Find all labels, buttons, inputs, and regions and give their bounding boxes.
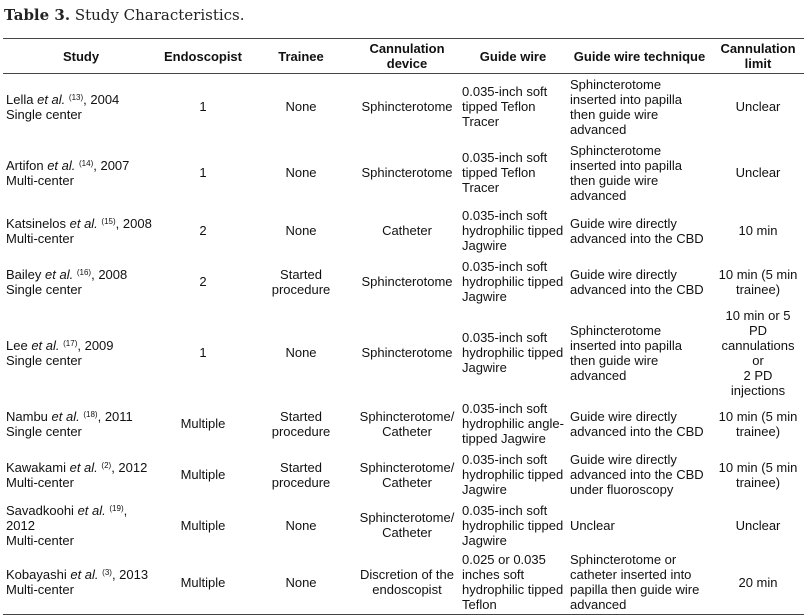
study-author: Nambu bbox=[6, 408, 48, 424]
table-title: Study Characteristics. bbox=[74, 6, 245, 24]
cell-cannulation-limit bbox=[712, 140, 804, 206]
cell-guide-wire-line: inches soft bbox=[462, 567, 525, 583]
cell-guide-wire-line: 0.035-inch soft bbox=[462, 502, 548, 518]
cell-guide-wire-technique bbox=[567, 256, 712, 308]
cell-cannulation-device bbox=[355, 450, 459, 500]
cell-cannulation-device-line: endoscopist bbox=[372, 582, 442, 598]
study-reference: (18) bbox=[83, 409, 98, 419]
cell-guide-wire-line: Tracer bbox=[462, 114, 500, 130]
study-reference: (17) bbox=[63, 338, 78, 348]
cell-guide-wire-technique-line: then guide wire bbox=[570, 172, 659, 188]
study-author: Kobayashi bbox=[6, 567, 67, 583]
cell-guide-wire bbox=[459, 450, 567, 500]
cell-cannulation-device bbox=[355, 74, 459, 140]
table-row bbox=[3, 74, 804, 140]
header-cannulation-limit-line: Cannulation bbox=[720, 41, 796, 56]
study-center: Single center bbox=[6, 352, 82, 368]
cell-trainee: None bbox=[285, 223, 317, 238]
header-cannulation-device-line: Cannulation bbox=[369, 41, 445, 56]
cell-guide-wire-technique-line: papilla then guide wire bbox=[570, 582, 700, 598]
cell-guide-wire-technique-line: inserted into papilla bbox=[570, 91, 683, 107]
cell-guide-wire bbox=[459, 140, 567, 206]
study-center: Multi-center bbox=[6, 582, 74, 598]
header-cannulation-limit-line: limit bbox=[744, 56, 772, 71]
cell-guide-wire-technique-line: inserted into papilla bbox=[570, 337, 683, 353]
cell-guide-wire-line: 0.035-inch soft bbox=[462, 208, 548, 223]
study-citation bbox=[6, 503, 156, 533]
cell-trainee: None bbox=[285, 517, 317, 533]
table-row bbox=[3, 450, 804, 500]
cell-guide-wire-line: hydrophilic tipped bbox=[462, 274, 564, 289]
study-year: , 2012 bbox=[111, 459, 148, 475]
study-reference: (19) bbox=[109, 503, 124, 513]
study-author: Lee bbox=[6, 337, 28, 353]
study-author: Bailey bbox=[6, 266, 42, 282]
study-reference: (16) bbox=[76, 267, 92, 277]
cell-endoscopist: 2 bbox=[199, 274, 207, 289]
cell-cannulation-device bbox=[355, 308, 459, 398]
cell-cannulation-limit-line: Unclear bbox=[735, 99, 781, 115]
header-row bbox=[3, 39, 804, 74]
study-year: , 2011 bbox=[97, 408, 133, 424]
cell-guide-wire bbox=[459, 256, 567, 308]
cell-study bbox=[3, 450, 159, 500]
cell-guide-wire-line: Jagwire bbox=[462, 289, 507, 304]
cell-guide-wire-line: hydrophilic angle- bbox=[462, 416, 564, 431]
cell-guide-wire-technique-line: then guide wire bbox=[570, 106, 659, 122]
cell-guide-wire-technique-line: advanced into the CBD bbox=[570, 423, 704, 439]
study-et-al: et al. bbox=[69, 459, 98, 475]
cell-cannulation-device-line: Sphincterotome bbox=[361, 165, 453, 180]
study-author: Kawakami bbox=[6, 459, 66, 475]
cell-cannulation-device-line: Discretion of the bbox=[360, 567, 454, 583]
cell-trainee: None bbox=[285, 345, 317, 360]
cell-guide-wire-line: 0.035-inch soft bbox=[462, 84, 548, 100]
study-year: , 2013 bbox=[111, 567, 149, 583]
study-center: Multi-center bbox=[6, 172, 74, 188]
study-citation bbox=[6, 338, 156, 353]
cell-cannulation-limit-line: 10 min or 5 PD bbox=[725, 307, 791, 338]
cell-endoscopist: Multiple bbox=[180, 467, 226, 482]
table-label: Table 3. bbox=[4, 6, 71, 24]
cell-guide-wire-technique-line: inserted into papilla bbox=[570, 157, 683, 173]
cell-guide-wire-line: tipped Teflon bbox=[462, 165, 536, 180]
study-year: , 2008 bbox=[115, 215, 152, 231]
header-cannulation-device-line: device bbox=[386, 56, 428, 71]
cell-endoscopist: 1 bbox=[199, 99, 207, 115]
study-et-al: et al. bbox=[47, 157, 76, 173]
cell-cannulation-device bbox=[355, 206, 459, 256]
header-trainee: Trainee bbox=[278, 48, 324, 64]
cell-guide-wire-technique-line: catheter inserted into bbox=[570, 567, 692, 583]
study-reference: (2) bbox=[101, 460, 112, 470]
cell-cannulation-device-line: Catheter bbox=[382, 474, 432, 490]
study-citation bbox=[6, 158, 156, 173]
study-et-al: et al. bbox=[70, 567, 99, 583]
cell-guide-wire-line: 0.035-inch soft bbox=[462, 150, 548, 165]
cell-cannulation-device bbox=[355, 398, 459, 450]
cell-cannulation-device bbox=[355, 256, 459, 308]
cell-guide-wire-line: Tracer bbox=[462, 180, 500, 195]
cell-guide-wire-technique-line: Sphincterotome or bbox=[570, 552, 677, 568]
cell-guide-wire-technique-line: Sphincterotome bbox=[570, 142, 662, 158]
cell-cannulation-limit bbox=[712, 74, 804, 140]
cell-guide-wire bbox=[459, 500, 567, 551]
cell-guide-wire-technique-line: advanced bbox=[570, 597, 627, 613]
cell-guide-wire-line: Jagwire bbox=[462, 360, 507, 375]
study-citation bbox=[6, 92, 156, 107]
cell-guide-wire-technique-line: advanced into the CBD bbox=[570, 230, 704, 246]
cell-guide-wire-technique-line: then guide wire bbox=[570, 352, 659, 368]
header-cannulation-device bbox=[355, 39, 459, 74]
cell-guide-wire-line: hydrophilic tipped bbox=[462, 517, 564, 533]
study-et-al: et al. bbox=[51, 408, 80, 424]
cell-cannulation-device bbox=[355, 140, 459, 206]
cell-guide-wire-line: 0.035-inch soft bbox=[462, 330, 548, 345]
cell-cannulation-limit-line: trainee) bbox=[735, 474, 781, 490]
cell-cannulation-limit-line: Unclear bbox=[735, 165, 781, 180]
cell-guide-wire-technique-line: Guide wire directly bbox=[570, 408, 677, 424]
cell-cannulation-device-line: Sphincterotome/ bbox=[359, 408, 455, 424]
table-row bbox=[3, 256, 804, 308]
cell-trainee: Started procedure bbox=[271, 266, 331, 297]
study-reference: (13) bbox=[68, 92, 84, 102]
cell-guide-wire bbox=[459, 206, 567, 256]
study-year: , 2009 bbox=[77, 337, 114, 353]
study-center: Single center bbox=[6, 106, 82, 122]
study-et-al: et al. bbox=[77, 502, 106, 518]
study-characteristics-table bbox=[3, 38, 804, 615]
cell-guide-wire-line: Jagwire bbox=[462, 482, 507, 497]
cell-cannulation-limit bbox=[712, 256, 804, 308]
study-et-al: et al. bbox=[37, 91, 66, 107]
study-year: , 2012 bbox=[6, 502, 128, 533]
cell-guide-wire bbox=[459, 398, 567, 450]
cell-endoscopist: Multiple bbox=[180, 416, 226, 431]
cell-study bbox=[3, 206, 159, 256]
table-row bbox=[3, 551, 804, 615]
study-reference: (15) bbox=[101, 216, 116, 226]
cell-endoscopist: 2 bbox=[199, 223, 207, 238]
cell-trainee: None bbox=[285, 574, 317, 590]
cell-cannulation-limit bbox=[712, 500, 804, 551]
cell-guide-wire-line: hydrophilic tipped bbox=[462, 223, 564, 238]
cell-guide-wire-line: 0.035-inch soft bbox=[462, 401, 548, 416]
cell-cannulation-limit-line: cannulations or bbox=[721, 337, 795, 368]
cell-guide-wire bbox=[459, 551, 567, 615]
cell-guide-wire-line: hydrophilic tipped bbox=[462, 467, 564, 482]
study-citation bbox=[6, 267, 156, 282]
cell-guide-wire-technique-line: advanced bbox=[570, 367, 627, 383]
cell-guide-wire-technique-line: advanced into the CBD bbox=[570, 281, 704, 297]
cell-cannulation-device bbox=[355, 500, 459, 551]
cell-guide-wire-technique-line: Guide wire directly bbox=[570, 266, 677, 282]
cell-cannulation-limit-line: trainee) bbox=[735, 281, 781, 297]
cell-guide-wire-technique-line: Sphincterotome bbox=[570, 76, 662, 92]
cell-guide-wire-line: Jagwire bbox=[462, 238, 507, 253]
cell-study bbox=[3, 308, 159, 398]
cell-guide-wire bbox=[459, 308, 567, 398]
study-author: Savadkoohi bbox=[6, 502, 74, 518]
cell-cannulation-limit-line: Unclear bbox=[735, 517, 781, 533]
table-row bbox=[3, 308, 804, 398]
cell-guide-wire-technique-line: advanced into the CBD bbox=[570, 467, 704, 482]
study-reference: (3) bbox=[102, 568, 112, 578]
table-row bbox=[3, 206, 804, 256]
study-author: Katsinelos bbox=[6, 215, 66, 231]
cell-cannulation-limit-line: 2 PD injections bbox=[730, 367, 786, 398]
cell-cannulation-device-line: Sphincterotome/ bbox=[359, 510, 455, 525]
cell-cannulation-limit bbox=[712, 551, 804, 615]
study-author: Artifon bbox=[6, 157, 44, 173]
cell-cannulation-limit bbox=[712, 398, 804, 450]
study-et-al: et al. bbox=[69, 215, 98, 231]
cell-cannulation-limit-line: trainee) bbox=[735, 423, 781, 439]
cell-guide-wire-technique-line: under fluoroscopy bbox=[570, 482, 674, 497]
study-author: Lella bbox=[6, 91, 34, 107]
cell-guide-wire-technique bbox=[567, 450, 712, 500]
study-center: Single center bbox=[6, 423, 82, 439]
cell-endoscopist: Multiple bbox=[180, 517, 226, 533]
cell-cannulation-device bbox=[355, 551, 459, 615]
table-row bbox=[3, 398, 804, 450]
cell-cannulation-device-line: Sphincterotome bbox=[361, 345, 453, 360]
table-body bbox=[3, 74, 804, 615]
cell-guide-wire-technique-line: Sphincterotome bbox=[570, 322, 662, 338]
cell-cannulation-limit-line: 10 min (5 min bbox=[718, 408, 798, 424]
cell-guide-wire-technique-line: Guide wire directly bbox=[570, 215, 677, 231]
cell-study bbox=[3, 256, 159, 308]
cell-guide-wire-line: hydrophilic tipped bbox=[462, 345, 564, 360]
study-et-al: et al. bbox=[31, 337, 60, 353]
cell-guide-wire-line: 0.025 or 0.035 bbox=[462, 552, 546, 568]
header-guide-wire-technique: Guide wire technique bbox=[573, 48, 706, 64]
study-citation bbox=[6, 460, 156, 475]
header-cannulation-limit bbox=[712, 39, 804, 74]
cell-guide-wire-line: 0.035-inch soft bbox=[462, 452, 548, 467]
cell-trainee: None bbox=[285, 165, 317, 180]
header-endoscopist: Endoscopist bbox=[163, 48, 242, 64]
study-citation bbox=[6, 216, 156, 231]
cell-cannulation-device-line: Catheter bbox=[382, 423, 432, 439]
cell-guide-wire-technique-line: Unclear bbox=[570, 517, 615, 533]
cell-cannulation-limit-line: 10 min (5 min bbox=[718, 459, 798, 475]
cell-trainee: Started procedure bbox=[271, 408, 331, 439]
study-citation bbox=[6, 567, 156, 582]
cell-guide-wire-technique bbox=[567, 140, 712, 206]
cell-guide-wire-technique bbox=[567, 74, 712, 140]
cell-guide-wire-technique bbox=[567, 398, 712, 450]
study-center: Multi-center bbox=[6, 230, 74, 246]
cell-guide-wire-line: tipped Jagwire bbox=[462, 431, 546, 446]
cell-guide-wire-line: 0.035-inch soft bbox=[462, 259, 548, 274]
table-row bbox=[3, 500, 804, 551]
study-reference: (14) bbox=[79, 158, 94, 168]
cell-study bbox=[3, 551, 159, 615]
cell-guide-wire-technique bbox=[567, 500, 712, 551]
cell-guide-wire-line: Teflon bbox=[462, 597, 497, 613]
study-center: Multi-center bbox=[6, 474, 74, 490]
cell-guide-wire-technique-line: advanced bbox=[570, 121, 627, 137]
cell-trainee: Started procedure bbox=[271, 459, 331, 490]
cell-trainee: None bbox=[285, 99, 317, 115]
cell-cannulation-device-line: Catheter bbox=[382, 223, 432, 238]
cell-guide-wire-line: Jagwire bbox=[462, 532, 507, 548]
cell-guide-wire-technique bbox=[567, 551, 712, 615]
cell-guide-wire-technique bbox=[567, 308, 712, 398]
cell-cannulation-limit-line: 20 min bbox=[738, 574, 778, 590]
cell-study bbox=[3, 140, 159, 206]
cell-cannulation-limit-line: 10 min (5 min bbox=[718, 266, 798, 282]
study-et-al: et al. bbox=[45, 266, 74, 282]
cell-cannulation-device-line: Catheter bbox=[382, 525, 432, 540]
cell-cannulation-limit bbox=[712, 206, 804, 256]
cell-guide-wire-line: hydrophilic tipped bbox=[462, 582, 564, 598]
cell-endoscopist: 1 bbox=[199, 345, 207, 360]
study-center: Multi-center bbox=[6, 532, 74, 548]
cell-guide-wire-technique-line: advanced bbox=[570, 187, 627, 203]
cell-study bbox=[3, 74, 159, 140]
cell-study bbox=[3, 398, 159, 450]
study-year: , 2008 bbox=[91, 266, 128, 282]
cell-guide-wire-technique bbox=[567, 206, 712, 256]
cell-cannulation-device-line: Sphincterotome/ bbox=[359, 459, 455, 475]
cell-study bbox=[3, 500, 159, 551]
table-caption bbox=[4, 6, 245, 24]
cell-guide-wire-technique-line: Guide wire directly bbox=[570, 452, 677, 467]
cell-endoscopist: Multiple bbox=[180, 574, 226, 590]
cell-guide-wire bbox=[459, 74, 567, 140]
cell-guide-wire-line: tipped Teflon bbox=[462, 99, 536, 115]
study-citation bbox=[6, 409, 156, 424]
cell-cannulation-limit-line: 10 min bbox=[738, 223, 778, 238]
cell-cannulation-device-line: Sphincterotome bbox=[361, 274, 453, 289]
cell-endoscopist: 1 bbox=[199, 165, 207, 180]
table-row bbox=[3, 140, 804, 206]
study-year: , 2004 bbox=[83, 91, 120, 107]
header-guide-wire: Guide wire bbox=[479, 48, 547, 64]
cell-cannulation-limit bbox=[712, 308, 804, 398]
cell-cannulation-device-line: Sphincterotome bbox=[361, 99, 453, 115]
study-year: , 2007 bbox=[93, 157, 130, 173]
cell-cannulation-limit bbox=[712, 450, 804, 500]
header-study: Study bbox=[62, 48, 100, 64]
study-center: Single center bbox=[6, 281, 82, 297]
